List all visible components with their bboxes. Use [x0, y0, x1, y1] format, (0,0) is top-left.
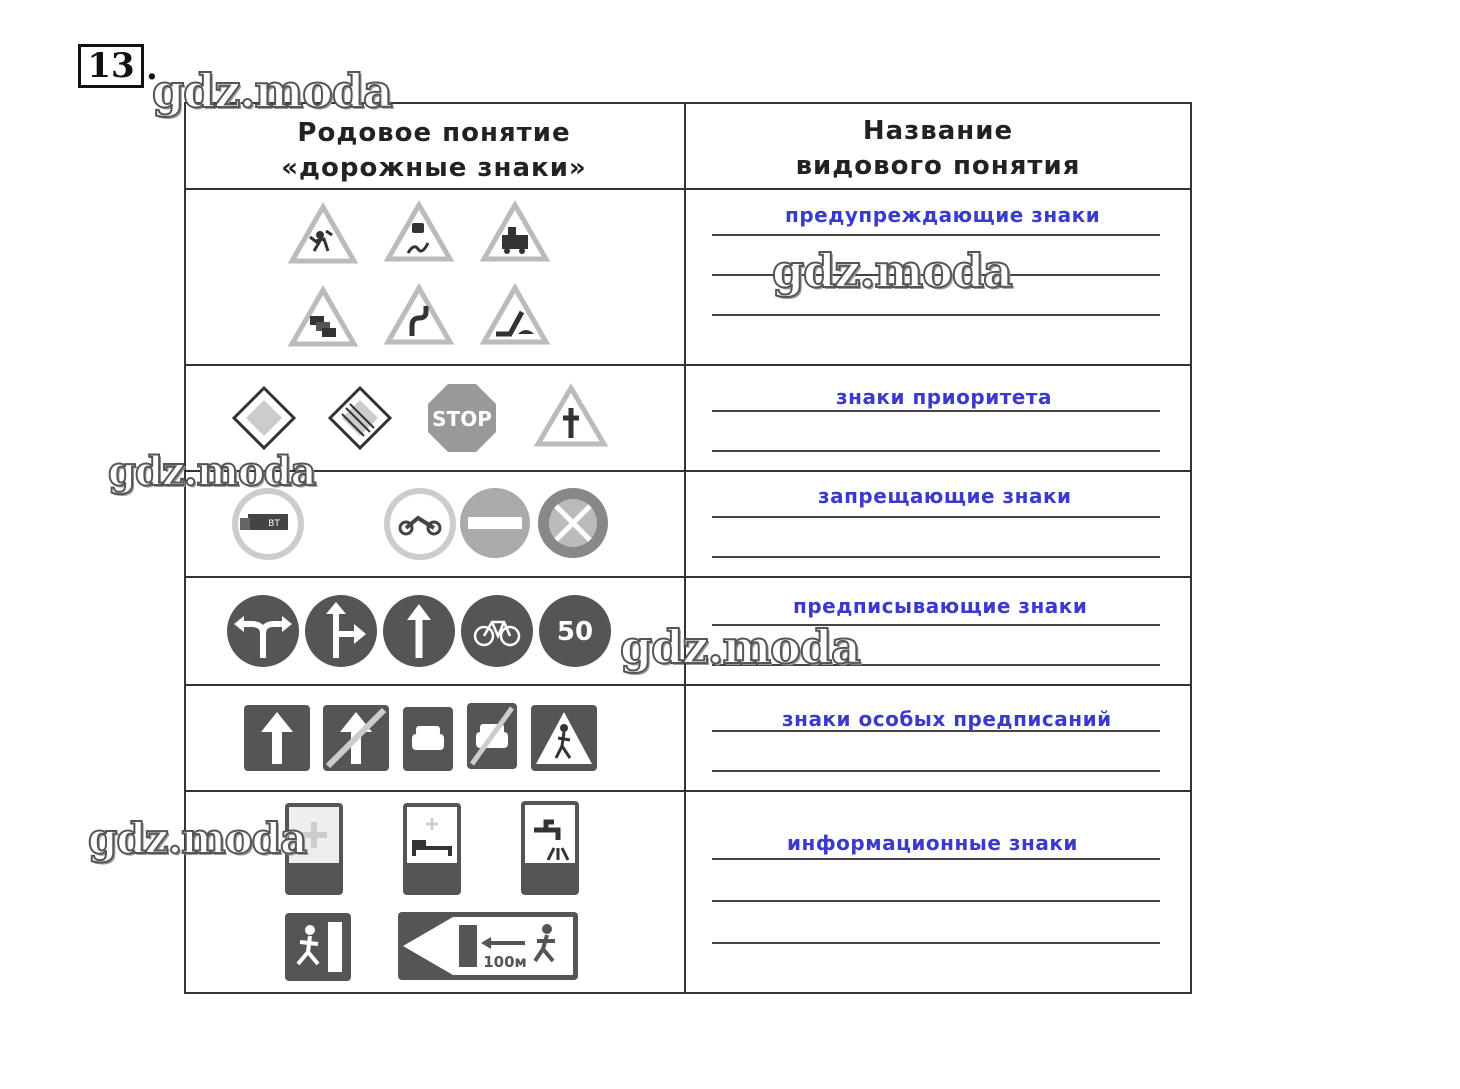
watermark: gdz.moda [108, 448, 316, 495]
warning-winding-road-sign-icon [386, 286, 452, 344]
row-divider [184, 188, 1192, 190]
answer-line [712, 770, 1160, 772]
minimum-speed-sign-icon [538, 594, 612, 668]
straight-only-sign-icon [382, 594, 456, 668]
hotel-sign-icon [402, 802, 462, 896]
straight-or-right-sign-icon [304, 594, 378, 668]
column-divider [684, 102, 686, 994]
answer-line [712, 556, 1160, 558]
table-border-right [1190, 102, 1192, 994]
warning-traffic-jam-sign-icon [290, 288, 356, 346]
yield-intersection-sign-icon [536, 386, 606, 446]
end-of-motorway-sign-icon [466, 702, 518, 770]
truck-label: BT [268, 519, 280, 529]
bicycle-path-sign-icon [460, 594, 534, 668]
answer-priority-signs: знаки приоритета [836, 385, 1052, 409]
one-way-road-sign-icon [243, 704, 311, 772]
motorway-sign-icon [402, 706, 454, 772]
drinking-water-sign-icon [520, 800, 580, 896]
header-species-concept [686, 114, 1190, 184]
main-road-sign-icon [232, 386, 296, 450]
row-divider [184, 364, 1192, 366]
pedestrian-crossing-sign-icon [530, 704, 598, 772]
watermark: gdz.moda [88, 814, 307, 863]
answer-prohibitory-signs: запрещающие знаки [818, 484, 1072, 508]
answer-line [712, 450, 1160, 452]
end-of-main-road-sign-icon [328, 386, 392, 450]
watermark: gdz.moda [772, 244, 1012, 298]
warning-children-sign-icon [290, 205, 356, 263]
answer-line [712, 234, 1160, 236]
answer-mandatory-signs: предписывающие знаки [793, 594, 1088, 618]
row-divider [184, 790, 1192, 792]
answer-line [712, 410, 1160, 412]
watermark: gdz.moda [152, 64, 392, 118]
header-left-line2: «дорожные знаки» [281, 153, 587, 183]
stop-sign-icon [426, 382, 498, 454]
answer-information-signs: информационные знаки [787, 831, 1078, 855]
no-entry-sign-icon [458, 486, 532, 560]
answer-line [712, 942, 1160, 944]
turn-left-or-right-sign-icon [226, 594, 300, 668]
header-generic-concept [184, 116, 684, 186]
answer-line [712, 900, 1160, 902]
speed-label: 50 [556, 617, 594, 647]
task-number-dot: . [146, 48, 158, 88]
warning-train-crossing-sign-icon [482, 203, 548, 261]
answer-line [712, 516, 1160, 518]
header-left-line1: Родовое понятие [297, 118, 571, 148]
header-right-line2: видового понятия [795, 151, 1081, 181]
warning-slippery-road-sign-icon [386, 203, 452, 261]
answer-line [712, 314, 1160, 316]
exit-direction-sign-icon [397, 911, 579, 981]
distance-label: 100м [483, 953, 527, 971]
end-of-one-way-road-sign-icon [322, 704, 390, 772]
emergency-exit-sign-icon [284, 912, 352, 982]
table-border-bottom [184, 992, 1192, 994]
row-divider [184, 470, 1192, 472]
stop-sign-label: STOP [432, 407, 492, 431]
answer-special-regulation-signs: знаки особых предписаний [782, 707, 1112, 731]
warning-drawbridge-sign-icon [482, 286, 548, 344]
row-divider [184, 684, 1192, 686]
answer-warning-signs: предупреждающие знаки [785, 203, 1101, 227]
answer-line [712, 858, 1160, 860]
header-right-line1: Название [862, 116, 1014, 146]
watermark: gdz.moda [620, 620, 860, 674]
no-motorcycles-sign-icon [384, 488, 456, 560]
task-number: 13 [78, 44, 144, 88]
no-stopping-sign-icon [536, 486, 610, 560]
no-trucks-sign-icon [232, 488, 304, 560]
row-divider [184, 576, 1192, 578]
